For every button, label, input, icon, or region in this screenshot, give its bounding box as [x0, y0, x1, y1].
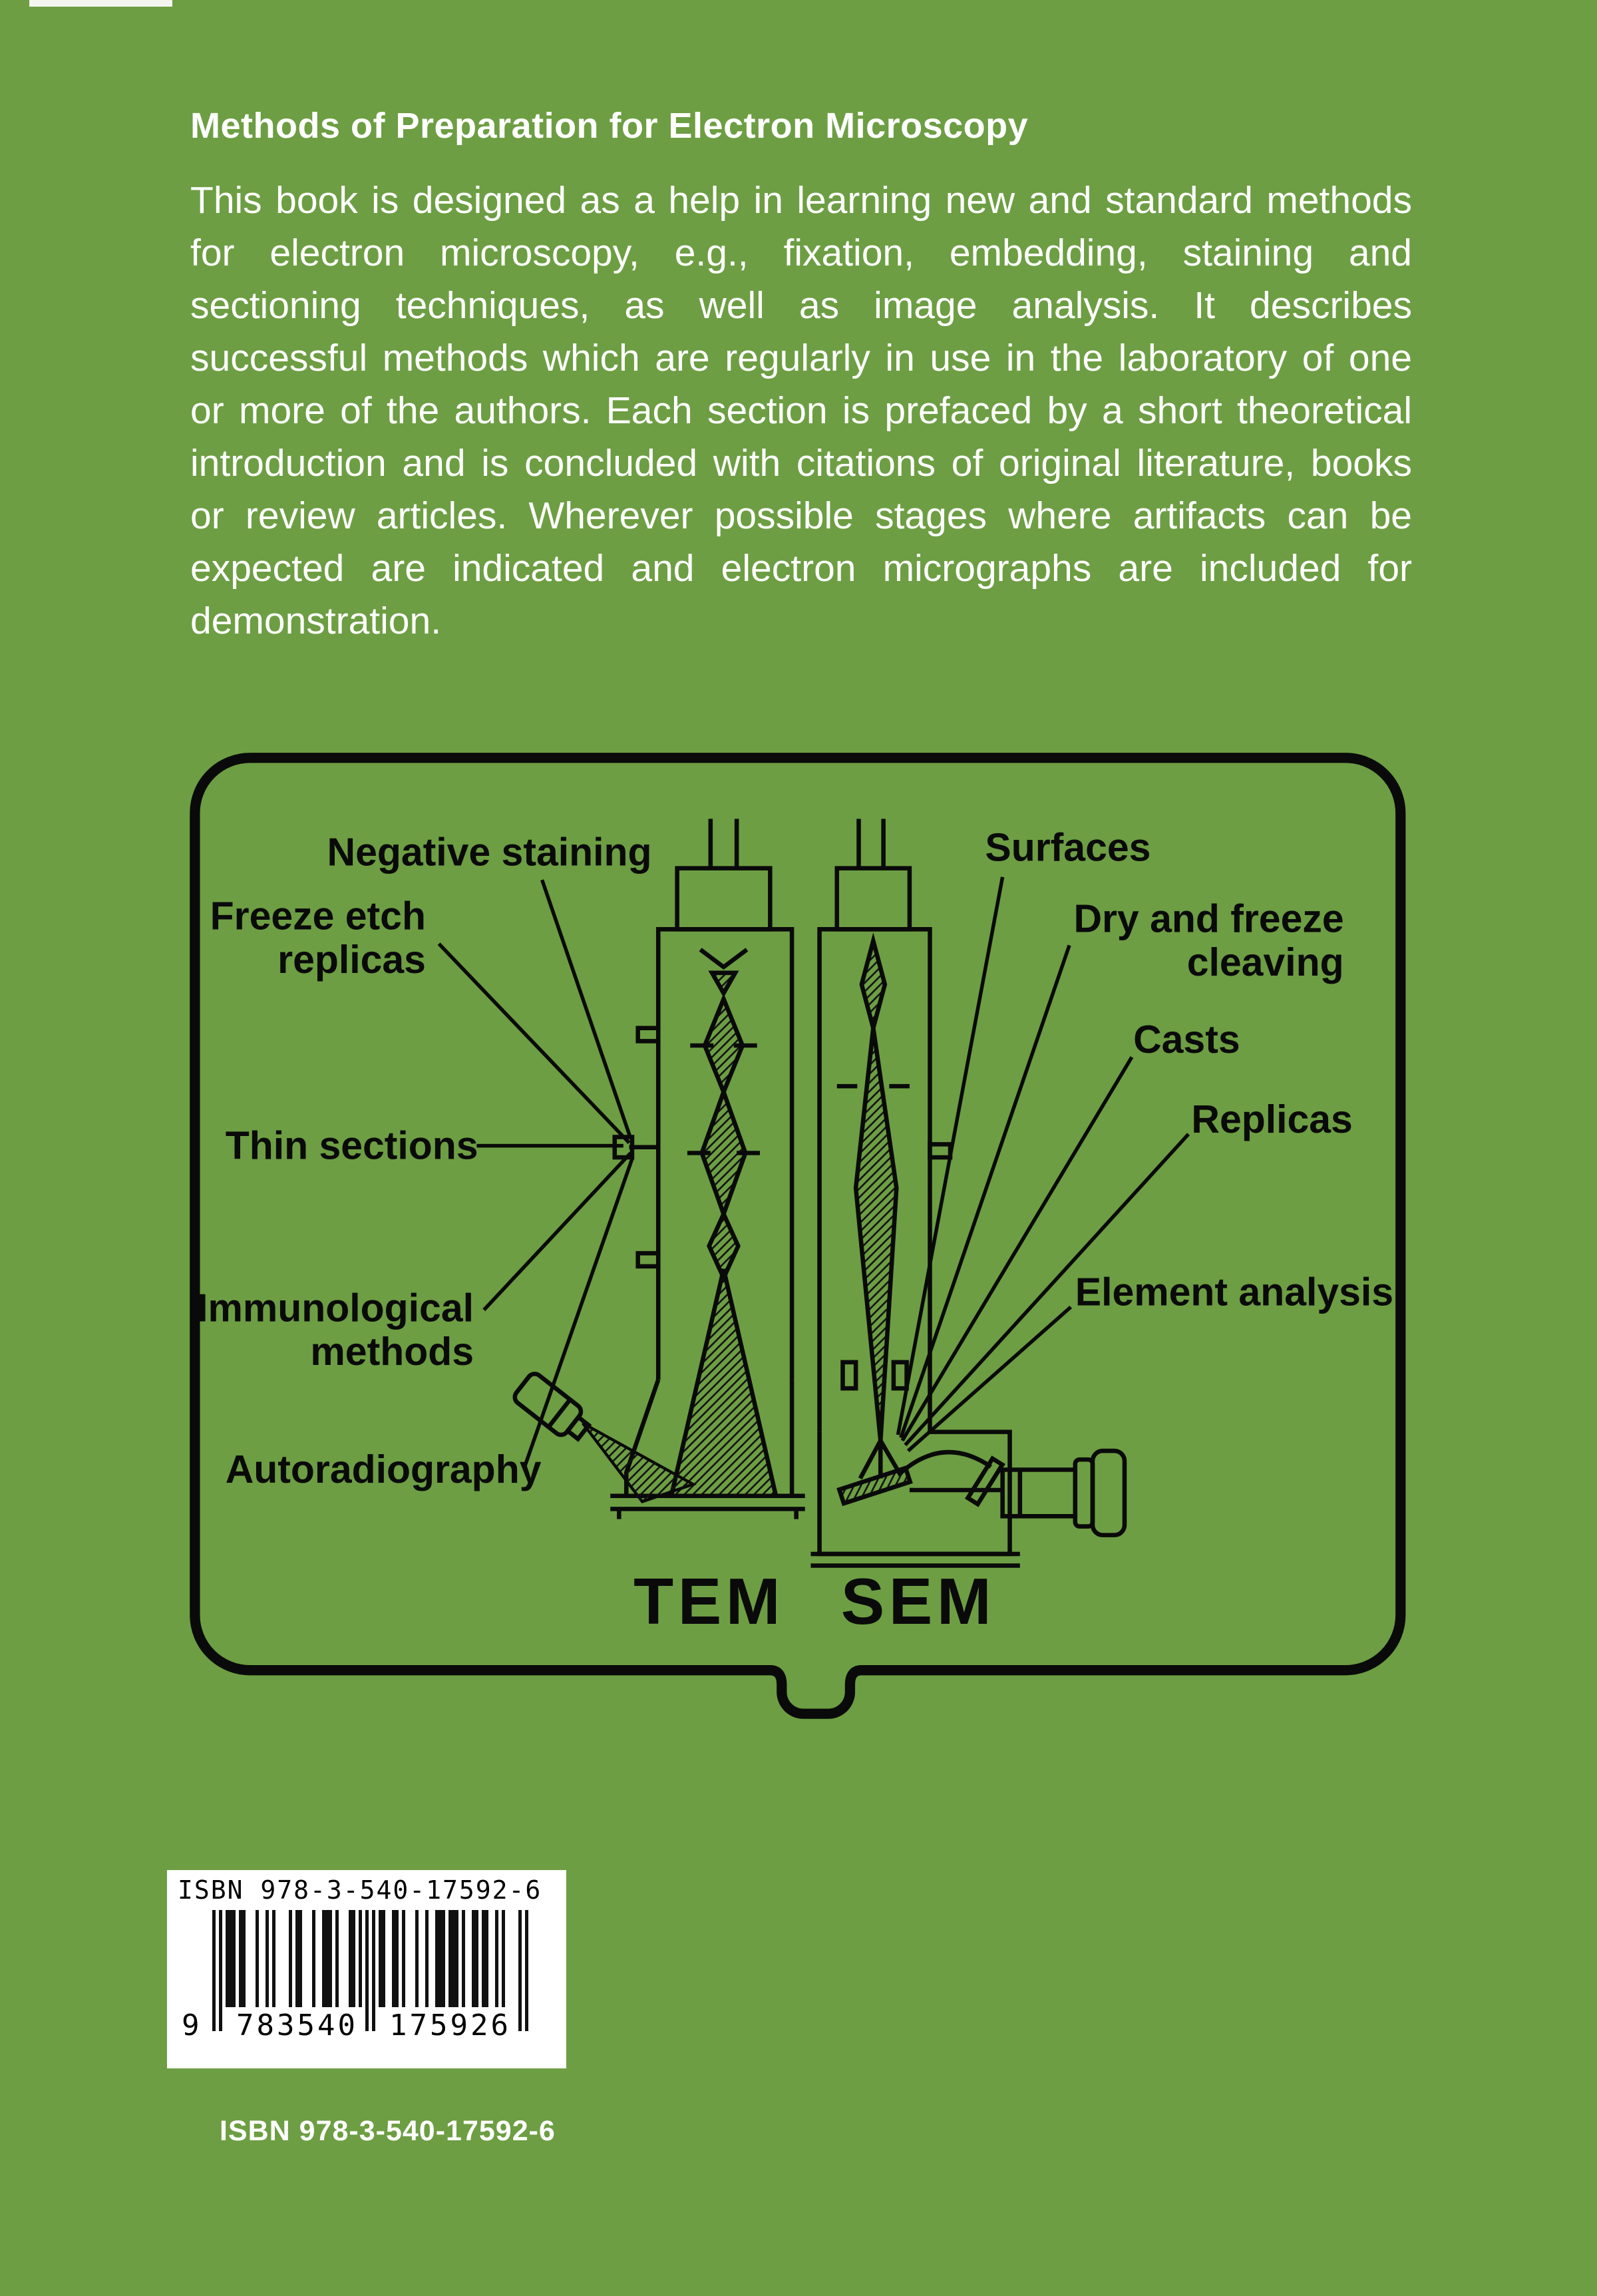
tem-gun [677, 868, 771, 930]
tem-beam-3 [709, 1214, 739, 1278]
sem-coil-right [894, 1362, 907, 1388]
tem-knob-upper [638, 1028, 659, 1042]
barcode-digits-right: 175926 [389, 2009, 511, 2042]
detector-cap-inner [1075, 1459, 1093, 1526]
sem-sample-stage [839, 1468, 910, 1503]
isbn-barcode-box [167, 1870, 566, 2068]
barcode-digit-lead: 9 [182, 2009, 200, 2042]
detector-cap-outer [1093, 1451, 1125, 1535]
label-tem: TEM [633, 1564, 785, 1638]
label-sem: SEM [840, 1564, 996, 1638]
detector-horn [901, 1452, 991, 1473]
label-replicas: Replicas [1191, 1097, 1353, 1141]
tem-projection-beam [671, 1269, 776, 1496]
label-lines [439, 877, 1188, 1467]
line-surfaces [898, 877, 1002, 1435]
label-dry-freeze-1: Dry and freeze [1073, 897, 1344, 941]
tem-knob-lower [638, 1253, 659, 1266]
sem-coil-left [842, 1362, 856, 1388]
label-surfaces: Surfaces [985, 826, 1151, 870]
tem-cables [711, 819, 737, 868]
isbn-barcode-text: ISBN 978-3-540-17592-6 [178, 1875, 542, 1905]
label-immunological-2: methods [310, 1330, 474, 1374]
tem-filament [701, 950, 747, 967]
scan-edge-artifact [29, 0, 172, 7]
line-freeze-etch [439, 944, 629, 1143]
page-title: Methods of Preparation for Electron Microscopy [190, 106, 1029, 146]
microscope-diagram [189, 752, 1409, 1728]
tem-anode [712, 973, 735, 994]
sem-beam-1 [862, 941, 885, 1028]
barcode-digits [167, 2009, 566, 2048]
diagram-svg [189, 752, 1409, 1728]
sem-cables [859, 819, 884, 868]
label-casts: Casts [1133, 1018, 1240, 1061]
description-paragraph: This book is designed as a help in learning new and standard methods for electron microscopy, e.g., fixation, embedding, staining and sectioning techniques, as well as image analysis. It describes successful methods which are regularly in use in the laboratory of one or more of the authors. Each section is prefaced by a short theoretical introduction and is concluded with citations of original literature, books or review articles. Wherever possible stages where artifacts can be expected are indicated and electron micrographs are included for demonstration. [190, 179, 1412, 642]
line-dry-freeze [901, 945, 1069, 1437]
label-freeze-etch-1: Freeze etch [210, 894, 426, 938]
line-element-analysis [908, 1307, 1071, 1451]
isbn-footer-text: ISBN 978-3-540-17592-6 [220, 2115, 556, 2147]
sem-knob [930, 1144, 950, 1157]
label-freeze-etch-2: replicas [277, 938, 426, 982]
label-negative-staining: Negative staining [327, 831, 652, 874]
detector-cylinder [1003, 1469, 1075, 1516]
label-dry-freeze-2: cleaving [1186, 941, 1344, 985]
label-element-analysis: Element analysis [1075, 1270, 1394, 1314]
label-immunological-1: Immunological [197, 1286, 474, 1330]
tem-column [610, 819, 805, 1519]
barcode-digits-left: 783540 [236, 2009, 358, 2042]
sem-gun [837, 868, 910, 930]
label-thin-sections: Thin sections [225, 1124, 478, 1168]
line-casts [902, 1057, 1132, 1440]
label-autoradiography: Autoradiography [225, 1448, 542, 1492]
sem-beam-2 [856, 1028, 896, 1441]
